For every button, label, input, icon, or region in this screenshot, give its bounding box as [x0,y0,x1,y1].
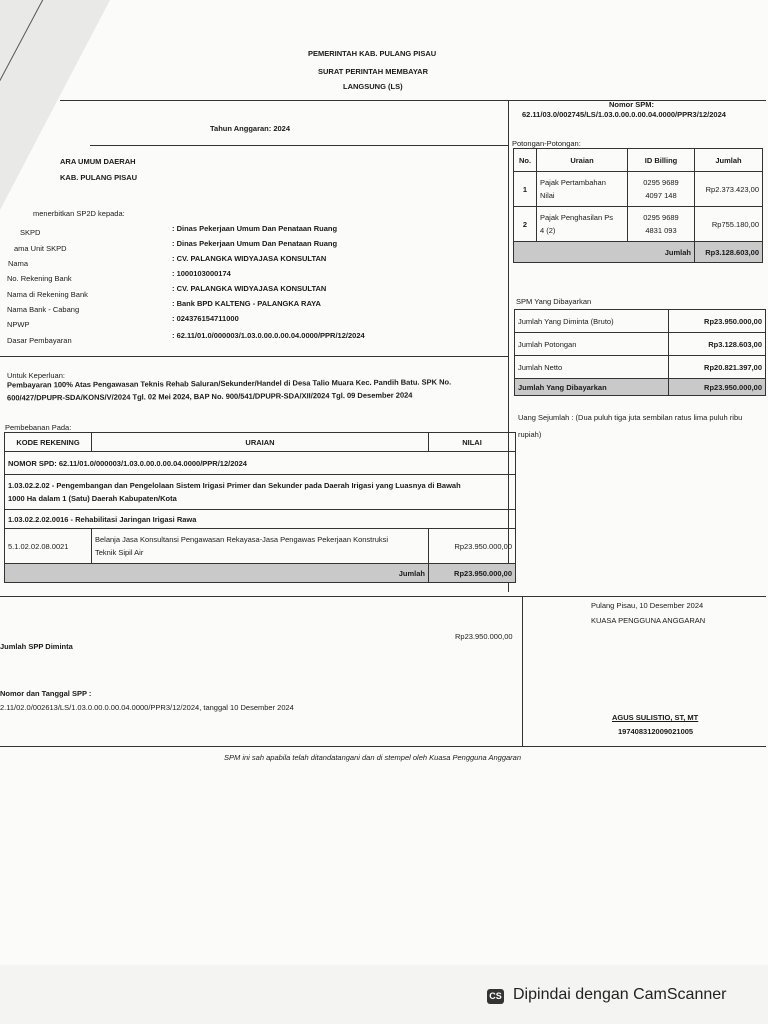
field-label-nama-rekening: Nama di Rekening Bank [7,290,88,299]
pot-row-2-billing-1: 0295 9689 [643,213,679,222]
pembebanan-jumlah-label: Jumlah [5,564,429,583]
pot-row-2-uraian [537,207,628,242]
field-label-rekening: No. Rekening Bank [7,274,72,283]
field-value-npwp: : 024376154711000 [172,314,239,323]
nomor-spp-value: 2.11/02.0/002613/LS/1.03.0.00.0.00.04.0000/PPR3/12/2024, tanggal 10 Desember 2024 [0,703,294,712]
pot-row-1-billing [628,172,695,207]
field-label-nama: Nama [8,259,29,268]
camscanner-watermark: Dipindai dengan CamScanner [513,986,727,1003]
item-uraian-line-1: Belanja Jasa Konsultansi Pengawasan Rekayasa-Jasa Pengawas Pekerjaan Konstruksi [95,535,389,544]
netto-label: Jumlah Netto [515,356,669,379]
divider [90,145,508,146]
field-label-unit: ama Unit SKPD [14,244,67,253]
field-label-bank: Nama Bank - Cabang [7,305,80,314]
kegiatan-row: 1.03.02.2.02.0016 - Rehabilitasi Jaringan Irigasi Rawa [5,510,516,529]
pot-row-1-uraian-1: Pajak Pertambahan [540,178,606,187]
pot-col-billing: ID Billing [628,149,695,172]
potongan-table [513,148,763,263]
jumlah-spp-value: Rp23.950.000,00 [455,632,513,641]
col-nilai: NILAI [429,433,516,452]
field-value-nama-rekening: : CV. PALANGKA WIDYAJASA KONSULTAN [172,284,327,293]
field-value-bank: : Bank BPD KALTENG - PALANGKA RAYA [172,299,321,308]
pot-row-2-jumlah: Rp755.180,00 [695,207,763,242]
pot-col-jumlah: Jumlah [695,149,763,172]
header-line-3: LANGSUNG (LS) [343,82,403,91]
kepada-line-1: ARA UMUM DAERAH [60,157,136,166]
program-line-1: 1.03.02.2.02 - Pengembangan dan Pengelolaan Sistem Irigasi Primer dan Sekunder pada Daerah Irigasi yang Luasnya di Bawah [8,481,461,490]
keperluan-label: Untuk Keperluan: [7,371,65,380]
camscanner-logo: CS [487,989,504,1004]
signature-nip: 197408312009021005 [618,727,694,736]
pot-row-1-billing-2: 4097 148 [645,191,677,200]
divider [60,100,766,101]
field-value-nama: : CV. PALANGKA WIDYAJASA KONSULTAN [172,254,327,263]
uang-sejumlah-line-2: rupiah) [518,430,542,439]
pot-row-2-no: 2 [514,207,537,242]
tahun-anggaran: Tahun Anggaran: 2024 [210,124,291,133]
divider [0,746,766,747]
potongan-label: Potongan-Potongan: [512,139,581,148]
divider [0,356,508,357]
pot-jumlah-value: Rp3.128.603,00 [695,242,763,263]
divider [0,596,766,597]
column-divider [522,596,523,746]
header-line-1: PEMERINTAH KAB. PULANG PISAU [308,49,437,58]
item-nilai: Rp23.950.000,00 [429,529,516,564]
header-line-2: SURAT PERINTAH MEMBAYAR [318,67,429,76]
field-value-dasar: : 62.11/01.0/000003/1.03.0.00.0.00.04.0000/PPR/12/2024 [172,331,365,340]
nomor-spd: NOMOR SPD: 62.11/01.0/000003/1.03.0.00.0.00.04.0000/PPR/12/2024 [5,452,516,475]
program-line-2: 1000 Ha dalam 1 (Satu) Daerah Kabupaten/Kota [8,494,177,503]
dibayarkan-value: Rp23.950.000,00 [669,379,766,396]
spm-dibayarkan-table [514,309,766,396]
pot-col-no: No. [514,149,537,172]
field-label-dasar: Dasar Pembayaran [7,336,72,345]
potongan-total-value: Rp3.128.603,00 [669,333,766,356]
bruto-label: Jumlah Yang Diminta (Bruto) [515,310,669,333]
signature-name: AGUS SULISTIO, ST, MT [612,713,699,722]
pot-col-uraian: Uraian [537,149,628,172]
field-value-skpd: : Dinas Pekerjaan Umum Dan Penataan Ruang [172,224,338,233]
pot-row-2-billing [628,207,695,242]
pot-jumlah-label: Jumlah [514,242,695,263]
item-uraian-line-2: Teknik Sipil Air [95,548,144,557]
field-label-npwp: NPWP [7,320,30,329]
pembebanan-label: Pembebanan Pada: [5,423,72,432]
pot-row-1-billing-1: 0295 9689 [643,178,679,187]
pembebanan-jumlah-value: Rp23.950.000,00 [429,564,516,583]
potongan-total-label: Jumlah Potongan [515,333,669,356]
keperluan-line-2: 600/427/DPUPR-SDA/KONS/V/2024 Tgl. 02 Mei 2024, BAP No. 900/541/DPUPR-SDA/XII/2024 Tgl. 09 Desember 2024 [6,390,413,403]
field-label-skpd: SKPD [20,228,41,237]
intro-text: menerbitkan SP2D kepada: [33,209,125,218]
field-value-rekening: : 1000103000174 [172,269,231,278]
program-row [5,475,516,510]
spm-dibayarkan-label: SPM Yang Dibayarkan [516,297,592,306]
pot-row-2-billing-2: 4831 093 [645,226,677,235]
col-kode-rekening: KODE REKENING [5,433,92,452]
footer-note: SPM ini sah apabila telah ditandatangani dan di stempel oleh Kuasa Pengguna Anggaran [224,753,522,762]
pot-row-1-uraian-2: Nilai [540,191,555,200]
pot-row-2-uraian-2: 4 (2) [540,226,556,235]
signature-place-date: Pulang Pisau, 10 Desember 2024 [591,601,704,610]
col-uraian: URAIAN [92,433,429,452]
nomor-spp-label: Nomor dan Tanggal SPP : [0,689,92,698]
nomor-spm-label: Nomor SPM: [609,100,654,109]
bruto-value: Rp23.950.000,00 [669,310,766,333]
pot-row-2-uraian-1: Pajak Penghasilan Ps [540,213,613,222]
dibayarkan-label: Jumlah Yang Dibayarkan [515,379,669,396]
nomor-spm: 62.11/03.0/002745/LS/1.03.0.00.0.00.04.0000/PPR3/12/2024 [522,110,726,119]
uang-sejumlah-line-1: Uang Sejumlah : (Dua puluh tiga juta sembilan ratus lima puluh ribu [518,413,743,422]
kepada-line-2: KAB. PULANG PISAU [60,173,138,182]
pot-row-1-uraian [537,172,628,207]
pot-row-1-no: 1 [514,172,537,207]
netto-value: Rp20.821.397,00 [669,356,766,379]
pembebanan-table [4,432,516,583]
signature-role: KUASA PENGGUNA ANGGARAN [591,616,706,625]
keperluan-line-1: Pembayaran 100% Atas Pengawasan Teknis Rehab Saluran/Sekunder/Handel di Desa Talio Muara Kec. Pandih Batu. SPK No. [6,377,452,390]
jumlah-spp-label: Jumlah SPP Diminta [0,642,73,651]
pot-row-1-jumlah: Rp2.373.423,00 [695,172,763,207]
item-kode: 5.1.02.02.08.0021 [5,529,92,564]
item-uraian [92,529,429,564]
field-value-unit: : Dinas Pekerjaan Umum Dan Penataan Ruang [172,239,338,248]
